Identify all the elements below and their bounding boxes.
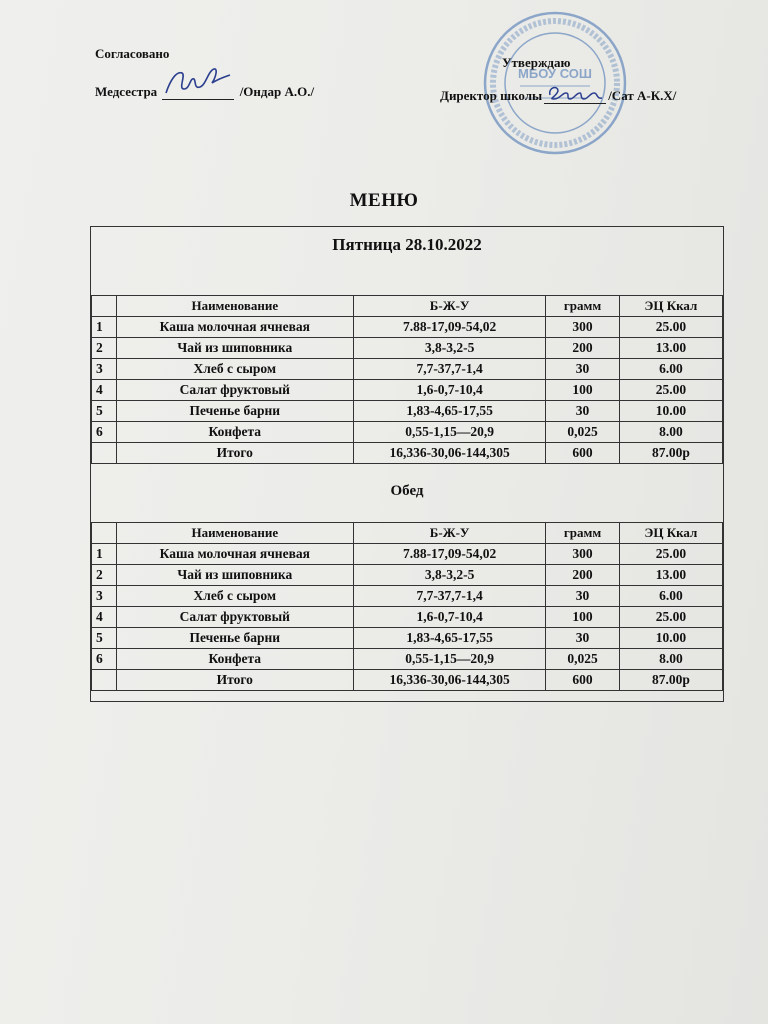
row-bju: 7.88-17,09-54,02 [354,544,546,565]
row-name: Салат фруктовый [116,380,354,401]
total-num-cell [92,443,117,464]
row-kcal: 25.00 [619,607,722,628]
header-cell-gram: грамм [546,523,620,544]
header-cell-gram: грамм [546,296,620,317]
row-bju: 1,83-4,65-17,55 [354,628,546,649]
header-cell-num [92,523,117,544]
row-num: 4 [92,607,117,628]
nurse-line [95,84,314,100]
row-kcal: 13.00 [619,565,722,586]
total-num-cell [92,670,117,691]
agreed-label: Согласовано [95,46,170,61]
row-kcal: 10.00 [619,401,722,422]
row-gram: 0,025 [546,422,620,443]
row-kcal: 10.00 [619,628,722,649]
row-bju: 1,6-0,7-10,4 [354,380,546,401]
header-cell-bju: Б-Ж-У [354,523,546,544]
director-signature-line [544,89,606,104]
row-name: Печенье барни [116,628,354,649]
row-bju: 7,7-37,7-1,4 [354,586,546,607]
row-gram: 100 [546,607,620,628]
row-num: 3 [92,586,117,607]
row-gram: 30 [546,401,620,422]
row-gram: 300 [546,544,620,565]
row-bju: 7.88-17,09-54,02 [354,317,546,338]
director-name: /Сат А-К.Х/ [608,88,677,103]
row-gram: 30 [546,628,620,649]
table-row [92,586,723,607]
row-gram: 100 [546,380,620,401]
row-name: Конфета [116,422,354,443]
nurse-name: /Ондар А.О./ [239,84,315,99]
row-gram: 0,025 [546,649,620,670]
lunch-table [91,522,723,691]
header-cell-kcal: ЭЦ Ккал [619,296,722,317]
header-cell-bju: Б-Ж-У [354,296,546,317]
nurse-signature-line [162,85,234,100]
row-num: 1 [92,317,117,338]
row-num: 5 [92,401,117,422]
table-row [92,359,723,380]
header-cell-kcal: ЭЦ Ккал [619,523,722,544]
row-num: 5 [92,628,117,649]
table-row [92,380,723,401]
table-row [92,317,723,338]
total-label: Итого [116,443,354,464]
row-num: 1 [92,544,117,565]
nurse-signature-icon [160,63,236,97]
row-name: Каша молочная ячневая [116,544,354,565]
row-kcal: 25.00 [619,380,722,401]
total-label: Итого [116,670,354,691]
agreed-block [95,46,315,99]
menu-table-box [90,226,724,702]
approve-label: Утверждаю [502,55,571,70]
row-num: 2 [92,565,117,586]
row-kcal: 25.00 [619,317,722,338]
row-kcal: 8.00 [619,649,722,670]
breakfast-table [91,295,723,464]
row-name: Чай из шиповника [116,565,354,586]
row-kcal: 6.00 [619,586,722,607]
table-row [92,401,723,422]
row-name: Печенье барни [116,401,354,422]
total-bju: 16,336-30,06-144,305 [354,443,546,464]
row-name: Салат фруктовый [116,607,354,628]
row-kcal: 25.00 [619,544,722,565]
table-row [92,565,723,586]
table-row [92,338,723,359]
row-gram: 200 [546,565,620,586]
row-bju: 1,6-0,7-10,4 [354,607,546,628]
header-cell-num [92,296,117,317]
row-bju: 0,55-1,15—20,9 [354,649,546,670]
row-kcal: 6.00 [619,359,722,380]
row-name: Хлеб с сыром [116,586,354,607]
row-gram: 30 [546,359,620,380]
total-gram: 600 [546,443,620,464]
header-cell-name: Наименование [116,523,354,544]
row-bju: 0,55-1,15—20,9 [354,422,546,443]
row-kcal: 13.00 [619,338,722,359]
row-gram: 200 [546,338,620,359]
stamp-text: МБОУ СОШ [518,66,592,81]
row-num: 6 [92,422,117,443]
row-name: Хлеб с сыром [116,359,354,380]
page-title: МЕНЮ [349,190,419,211]
row-name: Конфета [116,649,354,670]
total-kcal: 87.00р [619,443,722,464]
total-gram: 600 [546,670,620,691]
table-header-row [92,523,723,544]
total-row [92,443,723,464]
table-row [92,649,723,670]
table-row [92,544,723,565]
director-line [440,88,676,104]
row-bju: 3,8-3,2-5 [354,565,546,586]
row-kcal: 8.00 [619,422,722,443]
table-row [92,607,723,628]
total-kcal: 87.00р [619,670,722,691]
row-num: 2 [92,338,117,359]
row-bju: 1,83-4,65-17,55 [354,401,546,422]
row-name: Каша молочная ячневая [116,317,354,338]
row-gram: 30 [546,586,620,607]
row-bju: 7,7-37,7-1,4 [354,359,546,380]
breakfast-title: Пятница 28.10.2022 [332,235,482,254]
total-row [92,670,723,691]
lunch-title: Обед [390,483,424,499]
row-num: 4 [92,380,117,401]
row-gram: 300 [546,317,620,338]
row-name: Чай из шиповника [116,338,354,359]
row-bju: 3,8-3,2-5 [354,338,546,359]
nurse-label: Медсестра [95,84,158,99]
table-row [92,422,723,443]
director-signature-icon [544,81,608,105]
row-num: 6 [92,649,117,670]
row-num: 3 [92,359,117,380]
table-header-row [92,296,723,317]
total-bju: 16,336-30,06-144,305 [354,670,546,691]
header-cell-name: Наименование [116,296,354,317]
table-row [92,628,723,649]
director-label: Директор школы [440,88,543,103]
